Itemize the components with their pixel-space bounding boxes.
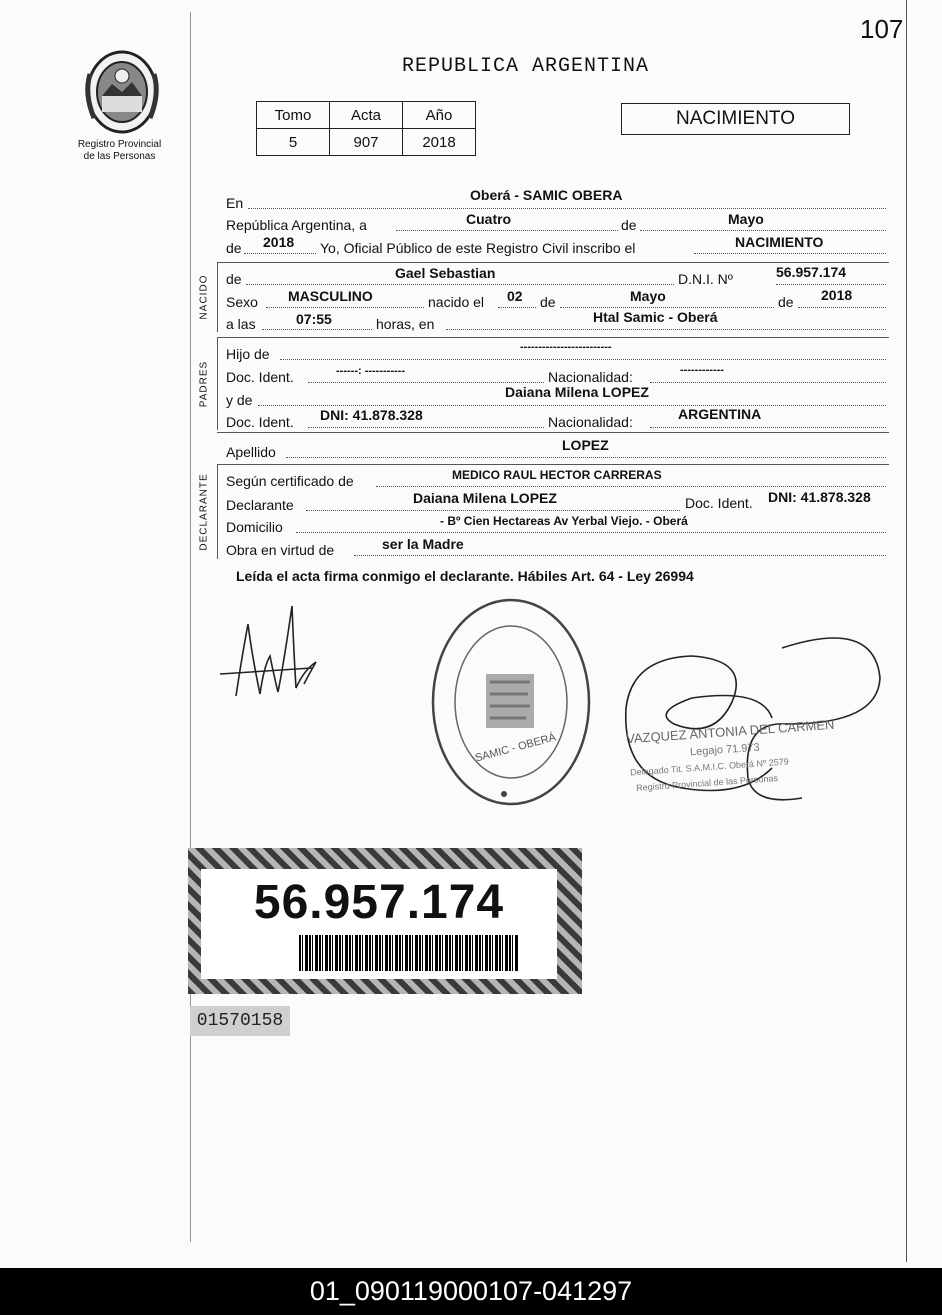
- dotted-line: [776, 284, 886, 285]
- tomo-value: 5: [257, 129, 330, 156]
- official-stamp-line1: VAZQUEZ ANTONIA DEL CARMEN: [625, 716, 835, 747]
- obra-value: ser la Madre: [382, 536, 464, 552]
- dotted-line: [694, 253, 886, 254]
- inscribe-value: NACIMIENTO: [735, 234, 824, 250]
- sexo-label: Sexo: [226, 294, 258, 310]
- doc-ident-label: Doc. Ident.: [226, 414, 294, 430]
- section-bracket: [217, 262, 218, 332]
- dotted-line: [560, 307, 774, 308]
- de-label: de: [621, 217, 637, 233]
- section-bracket: [217, 337, 218, 430]
- seal-inner-text: SAMIC - OBERÁ: [473, 731, 558, 765]
- logo-caption-line1: Registro Provincial: [77, 139, 162, 150]
- dotted-line: [498, 307, 536, 308]
- province-shield-icon: [80, 44, 165, 136]
- apellido-value: LOPEZ: [562, 437, 609, 453]
- page-number: 107: [860, 14, 904, 44]
- dotted-line: [258, 405, 886, 406]
- section-rule: [217, 262, 889, 263]
- hijo-de-label: Hijo de: [226, 346, 270, 362]
- apellido-label: Apellido: [226, 444, 276, 460]
- birth-place-value: Htal Samic - Oberá: [593, 309, 718, 325]
- official-stamp-line2: Legajo 71.973: [689, 741, 761, 759]
- nacido-section-label: NACIDO: [198, 274, 210, 320]
- page-edge-rule: [906, 0, 907, 1262]
- tomo-header: Tomo: [257, 102, 330, 129]
- declarante-value: Daiana Milena LOPEZ: [413, 490, 557, 506]
- birth-day-value: 02: [507, 288, 523, 304]
- doc-ident-label: Doc. Ident.: [685, 495, 753, 511]
- dni-value: 56.957.174: [776, 264, 847, 280]
- padres-section-label: PADRES: [198, 360, 210, 407]
- dotted-line: [266, 307, 424, 308]
- father-value: -------------------------: [520, 341, 612, 353]
- inscribe-text: Yo, Oficial Público de este Registro Civil inscribo el: [320, 240, 636, 256]
- mother-nationality-value: ARGENTINA: [678, 406, 762, 422]
- anio-value: 2018: [403, 129, 476, 156]
- dotted-line: [650, 427, 886, 428]
- registry-seal-icon: [428, 594, 594, 810]
- sexo-value: MASCULINO: [288, 288, 373, 304]
- father-nationality-value: ------------: [680, 364, 724, 376]
- birth-month-value: Mayo: [630, 288, 666, 304]
- republica-label: República Argentina, a: [226, 217, 367, 233]
- margin-rule: [190, 12, 191, 1242]
- dotted-line: [262, 329, 372, 330]
- horas-label: horas, en: [376, 316, 435, 332]
- certificado-value: MEDICO RAUL HECTOR CARRERAS: [452, 468, 662, 482]
- footer-file-code: 01_090119000107-041297: [0, 1268, 942, 1315]
- certificado-label: Según certificado de: [226, 473, 354, 489]
- dotted-line: [798, 307, 886, 308]
- dotted-line: [308, 427, 544, 428]
- id-number-value: 56.957.174: [253, 876, 505, 929]
- declarante-label: Declarante: [226, 497, 294, 513]
- official-stamp-line3: Delegado Tit. S.A.M.I.C. Oberá Nº 2579: [629, 756, 790, 778]
- domicilio-value: - Bº Cien Hectareas Av Yerbal Viejo. - Oberá: [440, 514, 688, 528]
- control-number: 01570158: [190, 1006, 290, 1036]
- en-value: Oberá - SAMIC OBERA: [470, 187, 623, 203]
- nacionalidad-label: Nacionalidad:: [548, 414, 633, 430]
- day-value: Cuatro: [466, 211, 512, 227]
- act-type-box: NACIMIENTO: [621, 103, 850, 135]
- year-value: 2018: [263, 234, 295, 250]
- dotted-line: [446, 329, 886, 330]
- nacionalidad-label: Nacionalidad:: [548, 369, 633, 385]
- section-rule: [217, 464, 889, 465]
- a-las-label: a las: [226, 316, 256, 332]
- y-de-label: y de: [226, 392, 253, 408]
- id-number-label: [188, 848, 582, 994]
- dotted-line: [650, 382, 886, 383]
- dni-label: D.N.I. Nº: [678, 271, 733, 287]
- section-rule: [217, 432, 889, 433]
- en-label: En: [226, 195, 244, 211]
- acta-value: 907: [330, 129, 403, 156]
- dotted-line: [248, 208, 886, 209]
- declarante-section-label: DECLARANTE: [198, 472, 210, 551]
- dotted-line: [396, 230, 618, 231]
- mother-value: Daiana Milena LOPEZ: [505, 384, 649, 400]
- de-label: de: [778, 294, 794, 310]
- obra-label: Obra en virtud de: [226, 542, 335, 558]
- acta-header: Acta: [330, 102, 403, 129]
- dotted-line: [640, 230, 886, 231]
- month-value: Mayo: [728, 211, 764, 227]
- section-rule: [217, 337, 889, 338]
- dotted-line: [296, 532, 886, 533]
- time-value: 07:55: [296, 311, 332, 327]
- dotted-line: [308, 382, 544, 383]
- section-bracket: [217, 464, 218, 559]
- declarante-doc-value: DNI: 41.878.328: [768, 489, 871, 505]
- doc-ident-label: Doc. Ident.: [226, 369, 294, 385]
- registry-volume-table: [256, 101, 476, 156]
- nacido-de-label: de: [226, 271, 242, 287]
- barcode-icon: [299, 935, 519, 971]
- official-stamp-line4: Registro Provincial de las Personas: [635, 773, 779, 793]
- child-name-value: Gael Sebastian: [395, 265, 496, 281]
- declarant-signature-icon: [212, 596, 342, 706]
- anio-header: Año: [403, 102, 476, 129]
- closing-text: Leída el acta firma conmigo el declarante. Hábiles Art. 64 - Ley 26994: [236, 568, 694, 584]
- logo-caption-line2: de las Personas: [83, 151, 156, 162]
- dotted-line: [280, 359, 886, 360]
- dotted-line: [354, 555, 886, 556]
- father-doc-value: ------: -----------: [336, 365, 405, 377]
- nacido-el-label: nacido el: [428, 294, 485, 310]
- domicilio-label: Domicilio: [226, 519, 283, 535]
- de-label: de: [540, 294, 556, 310]
- page-title: REPUBLICA ARGENTINA: [402, 55, 650, 78]
- birth-year-value: 2018: [821, 287, 853, 303]
- mother-doc-value: DNI: 41.878.328: [320, 407, 423, 423]
- de2-label: de: [226, 240, 242, 256]
- dotted-line: [246, 284, 674, 285]
- dotted-line: [286, 457, 886, 458]
- dotted-line: [306, 510, 680, 511]
- dotted-line: [244, 253, 316, 254]
- dotted-line: [376, 486, 886, 487]
- id-number-panel: [201, 869, 557, 979]
